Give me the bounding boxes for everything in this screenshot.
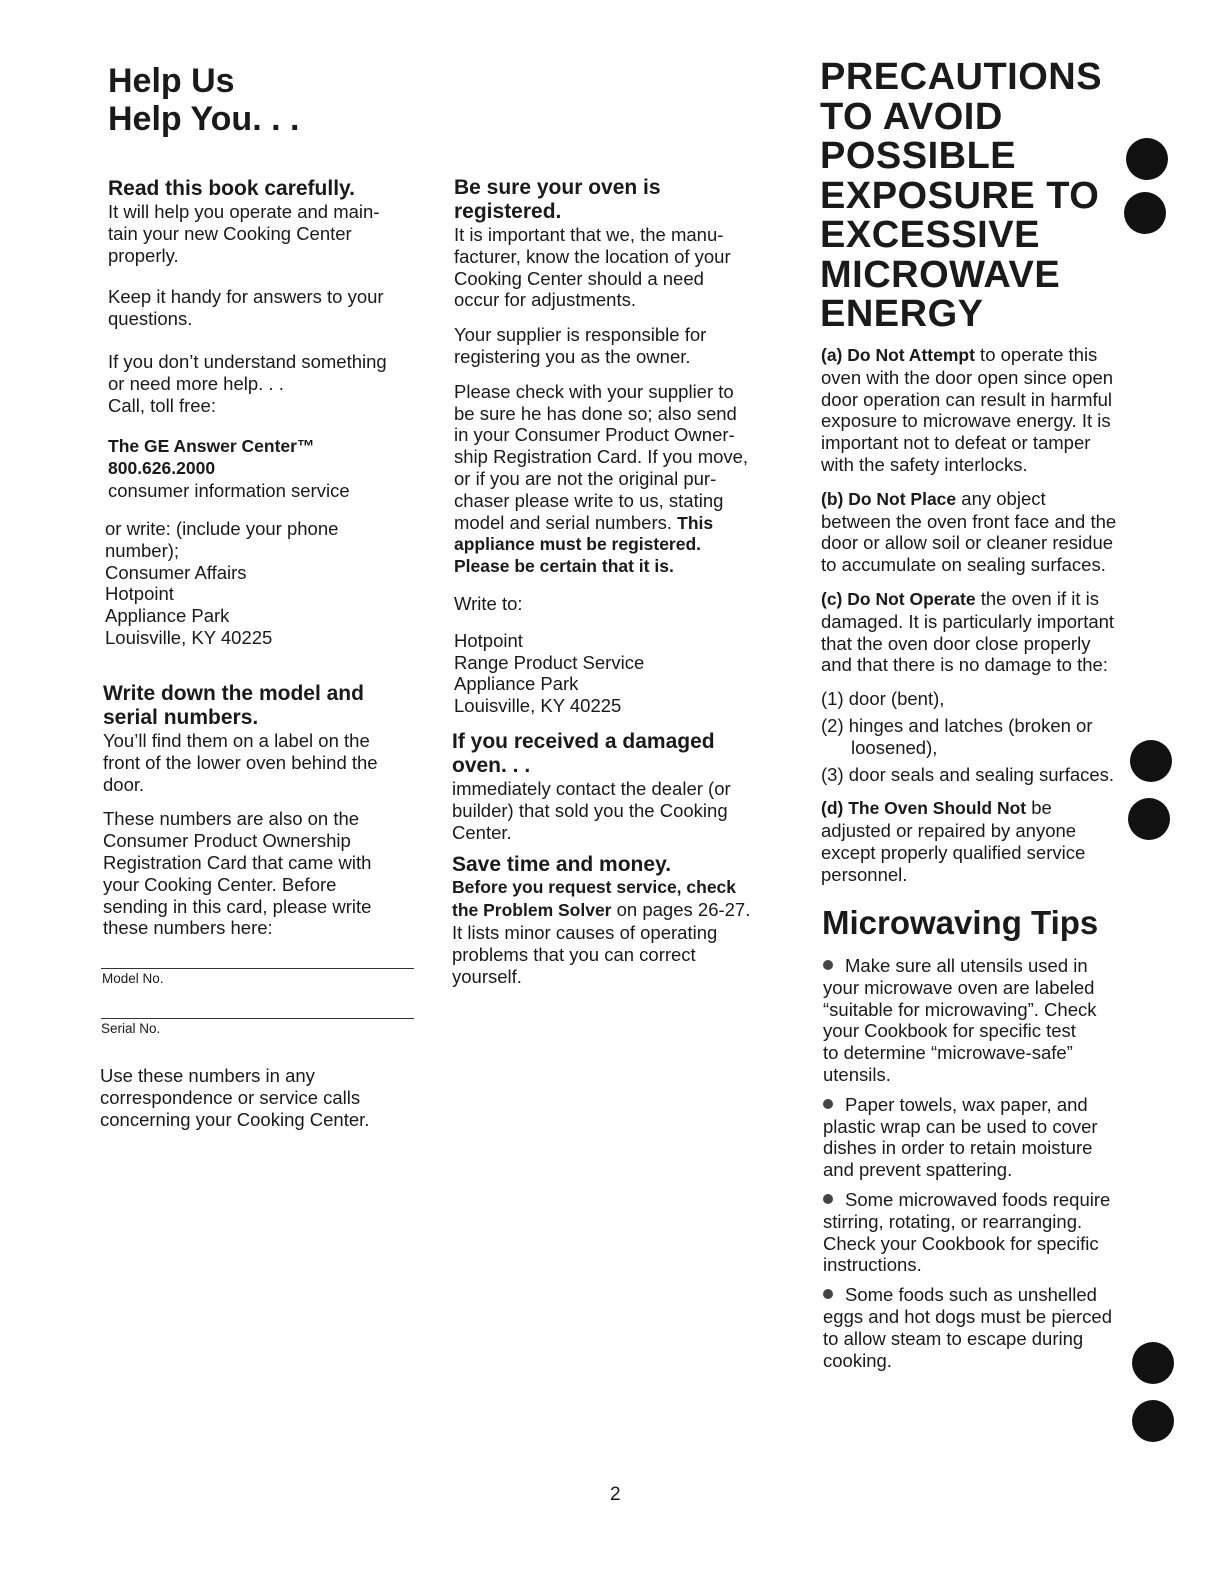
page-number: 2 [610,1484,621,1505]
damaged-heading: If you received a damaged oven. . . [452,730,715,777]
precaution-a: (a) Do Not Attempt to operate this oven with the door open since open door operation can result in harmful exposure to microwave energy. It is important not to defeat or tamper with the safety interlocks. [821,344,1114,475]
punch-hole-icon [1130,740,1172,782]
keep-body: Keep it handy for answers to your questions. [108,286,384,330]
answer-center-name: The GE Answer Center™ [108,436,315,457]
title-line-2: Help You. . . [108,100,300,138]
tips-list [823,955,1153,1371]
model-serial-heading: Write down the model and serial numbers. [103,682,364,729]
write-to-label: Write to: [454,592,523,614]
tip-3: Some microwaved foods require stirring, rotating, or rearranging. Check your Cookbook for specific instructions. [823,1188,1111,1276]
serial-number-label: Serial No. [101,1021,161,1036]
bullet-icon [823,960,833,970]
write-body: or write: (include your phone number); Consumer Affairs Hotpoint Appliance Park Louisville, KY 40225 [105,518,339,648]
registered-body: It is important that we, the manu- facturer, know the location of your Cooking Center should a need occur for adjustments. [454,224,731,311]
bullet-icon [823,1099,833,1109]
write-block [105,518,435,649]
left-column-top [108,177,438,502]
precautions-list [821,344,1151,886]
tips-title: Microwaving Tips [822,904,1099,941]
save-heading: Save time and money. [452,853,672,877]
service-address: Hotpoint Range Product Service Appliance Park Louisville, KY 40225 [454,629,645,717]
punch-hole-icon [1128,798,1170,840]
precaution-c-items: (1) door (bent), (2) hinges and latches (broken or loosened), (3) door seals and sealing surfaces. [821,688,1115,785]
tip-2: Paper towels, wax paper, and plastic wrap can be used to cover dishes in order to retain moisture and prevent spattering. [823,1093,1098,1181]
title-line-1: Help Us [108,62,235,100]
answer-center-phone: 800.626.2000 [108,458,216,479]
precaution-c: (c) Do Not Operate the oven if it is damaged. It is particularly important that the oven door close properly and that there is no damage to the: [821,587,1115,676]
read-heading: Read this book carefully. [108,177,356,200]
middle-column-top [454,176,784,717]
save-body: Before you request service, check the Problem Solver on pages 26-27. It lists minor causes of operating problems that you can correct yourself. [452,877,751,987]
model-number-label: Model No. [102,971,164,986]
understand-body: If you don’t understand something or need more help. . . Call, toll free: [108,350,387,416]
use-body: Use these numbers in any correspondence or service calls concerning your Cooking Center. [100,1065,370,1130]
punch-hole-icon [1132,1342,1174,1384]
precaution-d: (d) The Oven Should Not be adjusted or repaired by anyone except properly qualified service personnel. [821,797,1086,885]
page-title [108,62,299,138]
serial-number-line[interactable] [101,1018,414,1019]
numbers-body: These numbers are also on the Consumer Product Ownership Registration Card that came with your Cooking Center. Before sending in this card, please write these numbers here: [103,808,372,939]
find-body: You’ll find them on a label on the front of the lower oven behind the door. [103,730,378,795]
check-body: Please check with your supplier to be sure he has done so; also send in your Consumer Product Owner- ship Registration Card. If you move, or if you are not the original pur- chaser please write to us, stating model and serial numbers. This appliance must be registered. Please be certain that it is. [454,380,749,577]
answer-center-block [108,436,438,501]
model-serial-section [103,682,433,939]
precautions-title: PRECAUTIONS TO AVOID POSSIBLE EXPOSURE TO EXCESSIVE MICROWAVE ENERGY [820,56,1103,335]
precaution-b: (b) Do Not Place any object between the oven front face and the door or allow soil or cleaner residue to accumulate on sealing surfaces. [821,487,1117,576]
damaged-body: immediately contact the dealer (or builder) that sold you the Cooking Center. [452,778,731,843]
punch-hole-icon [1126,138,1168,180]
middle-column-bottom [452,730,782,987]
consumer-info: consumer information service [108,479,350,501]
punch-hole-icon [1132,1400,1174,1442]
bullet-icon [823,1194,833,1204]
tip-1: Make sure all utensils used in your microwave oven are labeled “suitable for microwaving”. Check your Cookbook for specific test to determine “microwave-safe” utensils. [823,955,1097,1085]
bullet-icon [823,1289,833,1299]
model-number-line[interactable] [101,968,414,969]
read-body: It will help you operate and main- tain your new Cooking Center properly. [108,201,380,266]
supplier-body: Your supplier is responsible for registering you as the owner. [454,324,707,367]
punch-hole-icon [1124,192,1166,234]
tip-4: Some foods such as unshelled eggs and hot dogs must be pierced to allow steam to escape during cooking. [823,1284,1112,1371]
registered-heading: Be sure your oven is registered. [454,176,661,223]
